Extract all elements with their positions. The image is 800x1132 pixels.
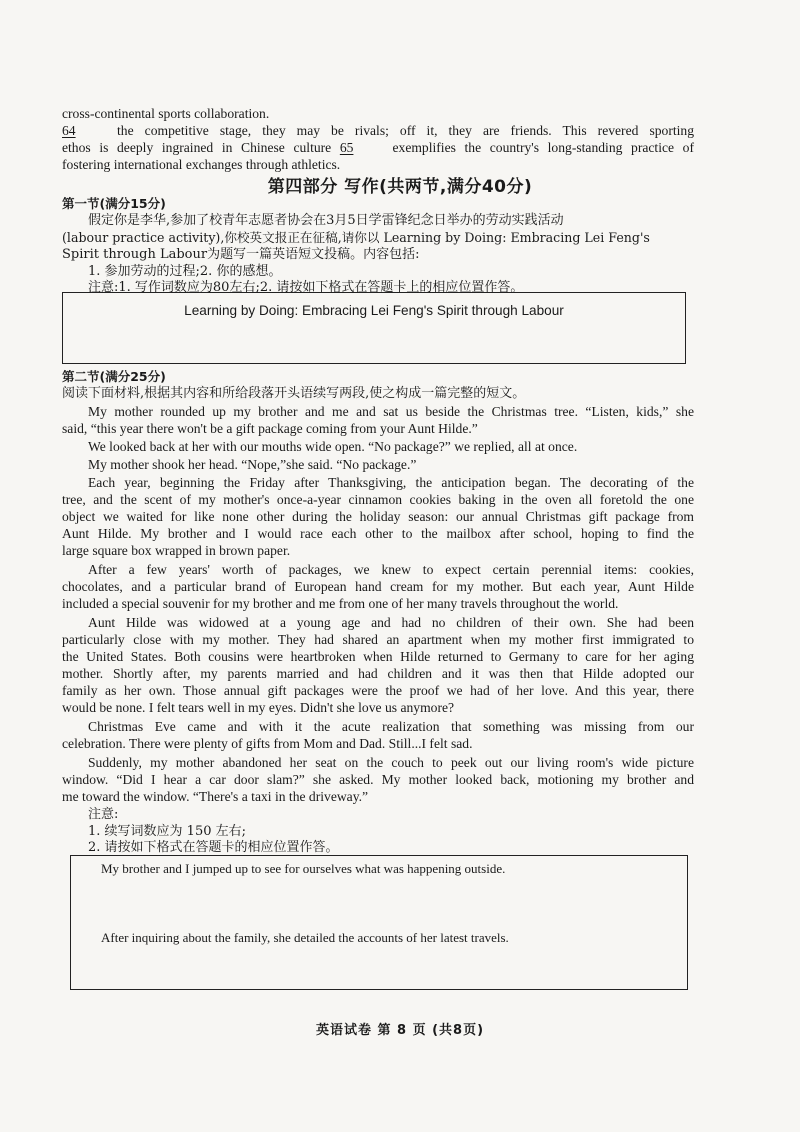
story-line: Aunt Hilde was widowed at a young age and had no children of their own. She had been xyxy=(88,615,694,630)
story-line: chocolates, and a particular brand of European hand cream for my mother. But each year, Aunt Hilde xyxy=(62,579,694,594)
part-title: 第四部分 写作(共两节,满分40分) xyxy=(267,177,533,197)
passage-line xyxy=(62,139,694,156)
continuation-opener-1: My brother and I jumped up to see for ourselves what was happening outside. xyxy=(101,861,506,876)
story-line: particularly close with my mother. They had shared an apartment when my mother first immigrated to xyxy=(62,632,694,647)
passage-line: cross-continental sports collaboration. xyxy=(62,106,270,121)
essay-title: Learning by Doing: Embracing Lei Feng's Spirit through Labour xyxy=(184,303,564,318)
story-line: After a few years' worth of packages, we knew to expect certain perennial items: cookies, xyxy=(88,562,694,577)
page-footer: 英语试卷 第 8 页 (共8页) xyxy=(315,1023,485,1038)
blank-64: 64 xyxy=(62,123,76,138)
story-line: said, “this year there won't be a gift package coming from your Aunt Hilde.” xyxy=(62,421,478,436)
story-line: large square box wrapped in brown paper. xyxy=(62,543,291,558)
answer-box-2 xyxy=(70,855,688,990)
story-line: Christmas Eve came and with it the acute realization that something was missing from our xyxy=(88,719,694,734)
story-line: My mother shook her head. “Nope,”she said. “No package.” xyxy=(88,457,417,472)
section1-heading: 第一节(满分15分) xyxy=(62,196,166,211)
blank-65: 65 xyxy=(339,140,354,155)
section2-heading: 第二节(满分25分) xyxy=(62,369,166,384)
story-line: tree, and the scent of my mother's once-a-year cinnamon cookies baking in the oven all foretold the one xyxy=(62,492,694,507)
story-line: window. “Did I hear a car door slam?” she asked. My mother looked back, motioning my brother and xyxy=(62,772,694,787)
story-line: My mother rounded up my brother and me and sat us beside the Christmas tree. “Listen, kids,” she xyxy=(88,404,694,419)
story-line: would be none. I felt tears well in my eyes. Didn't she love us anymore? xyxy=(62,700,455,715)
story-line: We looked back at her with our mouths wide open. “No package?” we replied, all at once. xyxy=(88,439,578,454)
answer-box-1 xyxy=(62,292,686,364)
story-line: the United States. Both cousins were heartbroken when Hilde returned to Germany to care for her aging xyxy=(62,649,694,664)
continuation-opener-2: After inquiring about the family, she detailed the accounts of her latest travels. xyxy=(101,930,509,945)
story-line: Aunt Hilde. My brother and I would race each other to the mailbox after school, hoping to find the xyxy=(62,526,694,541)
passage-line-text: exemplifies the country's long-standing practice of xyxy=(392,140,694,155)
passage-line xyxy=(62,122,694,139)
passage-line-text: the competitive stage, they may be rivals; off it, they are friends. This revered sporting xyxy=(117,123,694,138)
passage-line: fostering international exchanges through athletics. xyxy=(62,157,341,172)
note-item: 1. 续写词数应为 150 左右; xyxy=(88,824,246,839)
story-line: mother. Shortly after, my parents married and had children and it was then that Hilde adopted our xyxy=(62,666,694,681)
story-line: celebration. There were plenty of gifts from Mom and Dad. Still...I felt sad. xyxy=(62,736,473,751)
section1-prompt: 假定你是李华,参加了校青年志愿者协会在3月5日学雷锋纪念日举办的劳动实践活动 xyxy=(88,213,564,228)
story-line: object we waited for like none other during the holiday season: our annual Christmas gift package from xyxy=(62,509,694,524)
section1-prompt: (labour practice activity),你校英文报正在征稿,请你以 Learning by Doing: Embracing Lei Feng's xyxy=(62,230,650,245)
passage-line-text: ethos is deeply ingrained in Chinese culture xyxy=(62,140,332,155)
story-line: me toward the window. “There's a taxi in the driveway.” xyxy=(62,789,369,804)
story-line: family as her own. Those annual gift packages were the proof we had of her love. And this year, there xyxy=(62,683,694,698)
note-label: 注意: xyxy=(88,807,119,822)
section1-prompt: Spirit through Labour为题写一篇英语短文投稿。内容包括: xyxy=(62,247,420,262)
story-line: Suddenly, my mother abandoned her seat on the couch to peek out our living room's wide picture xyxy=(88,755,694,770)
section2-instruction: 阅读下面材料,根据其内容和所给段落开头语续写两段,使之构成一篇完整的短文。 xyxy=(62,386,526,401)
story-line: Each year, beginning the Friday after Thanksgiving, the anticipation began. The decorating of the xyxy=(88,475,694,490)
section1-notes: 注意:1. 写作词数应为80左右;2. 请按如下格式在答题卡上的相应位置作答。 xyxy=(88,280,524,295)
section1-items: 1. 参加劳动的过程;2. 你的感想。 xyxy=(88,264,282,279)
note-item: 2. 请按如下格式在答题卡的相应位置作答。 xyxy=(88,840,339,855)
story-line: included a special souvenir for my brother and me from one of her many travels throughout the world. xyxy=(62,596,619,611)
